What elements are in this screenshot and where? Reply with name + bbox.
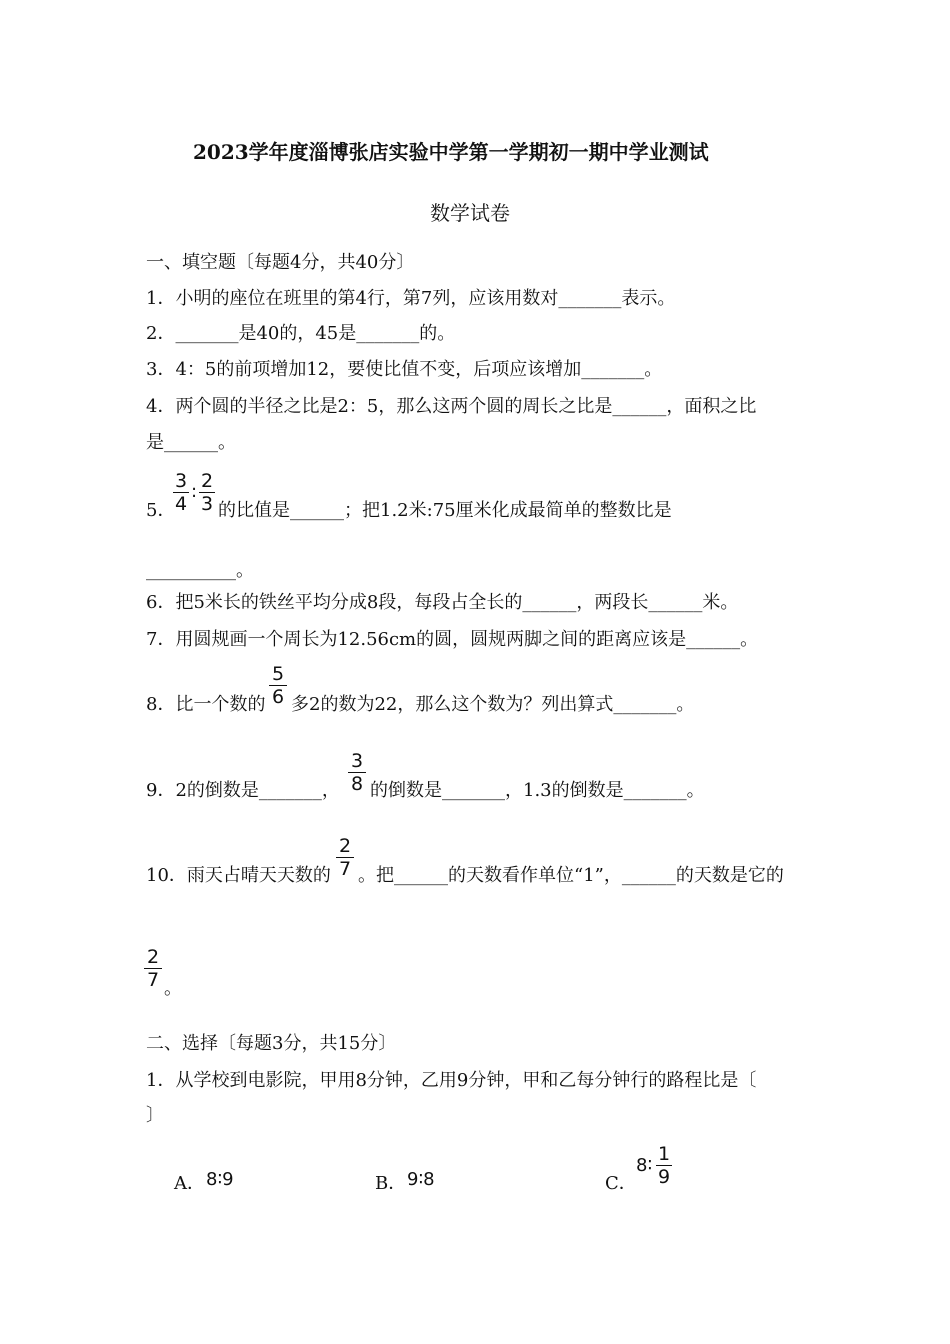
q10-fraction-denominator: 7 xyxy=(338,858,352,880)
question-10-suffix: 。把______的天数看作单位“1”，______的天数是它的 xyxy=(358,865,784,886)
q9-fraction-numerator: 3 xyxy=(350,750,364,772)
q5-colon: : xyxy=(191,481,198,502)
q5-fraction-b-numerator: 2 xyxy=(200,470,214,492)
q5-fraction-b-denominator: 3 xyxy=(200,493,214,515)
q8-fraction-numerator: 5 xyxy=(271,663,285,685)
option-c-label: C． xyxy=(605,1173,637,1194)
q5-fraction-b xyxy=(199,471,215,514)
question-4-line2: 是______。 xyxy=(146,432,236,453)
question-9-prefix: 9．2的倒数是_______， xyxy=(146,780,340,801)
question-4-line1: 4．两个圆的半径之比是2：5，那么这两个圆的周长之比是______，面积之比 xyxy=(146,396,757,417)
option-c-whole: 8∶ xyxy=(636,1155,653,1176)
question-5-line2: __________。 xyxy=(146,560,254,581)
q10-fraction xyxy=(336,836,354,879)
option-a-label: A． xyxy=(174,1173,205,1194)
q8-fraction-denominator: 6 xyxy=(271,686,285,708)
q5-fraction-a xyxy=(173,471,189,514)
q9-fraction-denominator: 8 xyxy=(350,773,364,795)
option-c-numerator: 1 xyxy=(657,1143,671,1165)
section2-heading: 二、选择〔每题3分，共15分〕 xyxy=(146,1033,397,1054)
q10-end-fraction xyxy=(144,947,162,990)
question-10-prefix: 10．雨天占晴天天数的 xyxy=(146,865,331,886)
section1-heading: 一、填空题〔每题4分，共40分〕 xyxy=(146,252,415,273)
question-6: 6．把5米长的铁丝平均分成8段，每段占全长的______，两段长______米。 xyxy=(146,592,739,613)
option-c-fraction xyxy=(656,1144,672,1187)
question-10-end-suffix: 。 xyxy=(164,978,182,999)
exam-title: 2023学年度淄博张店实验中学第一学期初一期中学业测试 xyxy=(193,140,709,164)
option-b-label: B． xyxy=(375,1173,407,1194)
question-3: 3．4：5的前项增加12，要使比值不变，后项应该增加_______。 xyxy=(146,359,663,380)
section2-question-1-line2: 〕 xyxy=(146,1105,164,1126)
option-a-value: 8∶9 xyxy=(206,1169,234,1190)
question-5-prefix: 5． xyxy=(146,500,176,521)
question-9-suffix: 的倒数是_______，1.3的倒数是_______。 xyxy=(370,780,705,801)
q10-end-fraction-denominator: 7 xyxy=(146,969,160,991)
q10-end-fraction-numerator: 2 xyxy=(146,946,160,968)
q9-fraction xyxy=(348,751,366,794)
option-b-value: 9∶8 xyxy=(407,1169,435,1190)
question-2: 2．_______是40的，45是_______的。 xyxy=(146,323,456,344)
option-c-denominator: 9 xyxy=(657,1166,671,1188)
question-7: 7．用圆规画一个周长为12.56cm的圆，圆规两脚之间的距离应该是______。 xyxy=(146,629,759,650)
q8-fraction xyxy=(269,664,287,707)
q5-fraction-a-numerator: 3 xyxy=(174,470,188,492)
section2-question-1-line1: 1．从学校到电影院，甲用8分钟，乙用9分钟，甲和乙每分钟行的路程比是〔 xyxy=(146,1070,757,1091)
question-5-suffix: 的比值是______；把1.2米:75厘米化成最简单的整数比是 xyxy=(218,500,672,521)
exam-subtitle: 数学试卷 xyxy=(430,201,510,225)
question-8-prefix: 8．比一个数的 xyxy=(146,694,266,715)
question-8-suffix: 多2的数为22，那么这个数为？列出算式_______。 xyxy=(291,694,695,715)
q5-fraction-a-denominator: 4 xyxy=(174,493,188,515)
q10-fraction-numerator: 2 xyxy=(338,835,352,857)
question-1: 1．小明的座位在班里的第4行，第7列，应该用数对_______表示。 xyxy=(146,288,676,309)
